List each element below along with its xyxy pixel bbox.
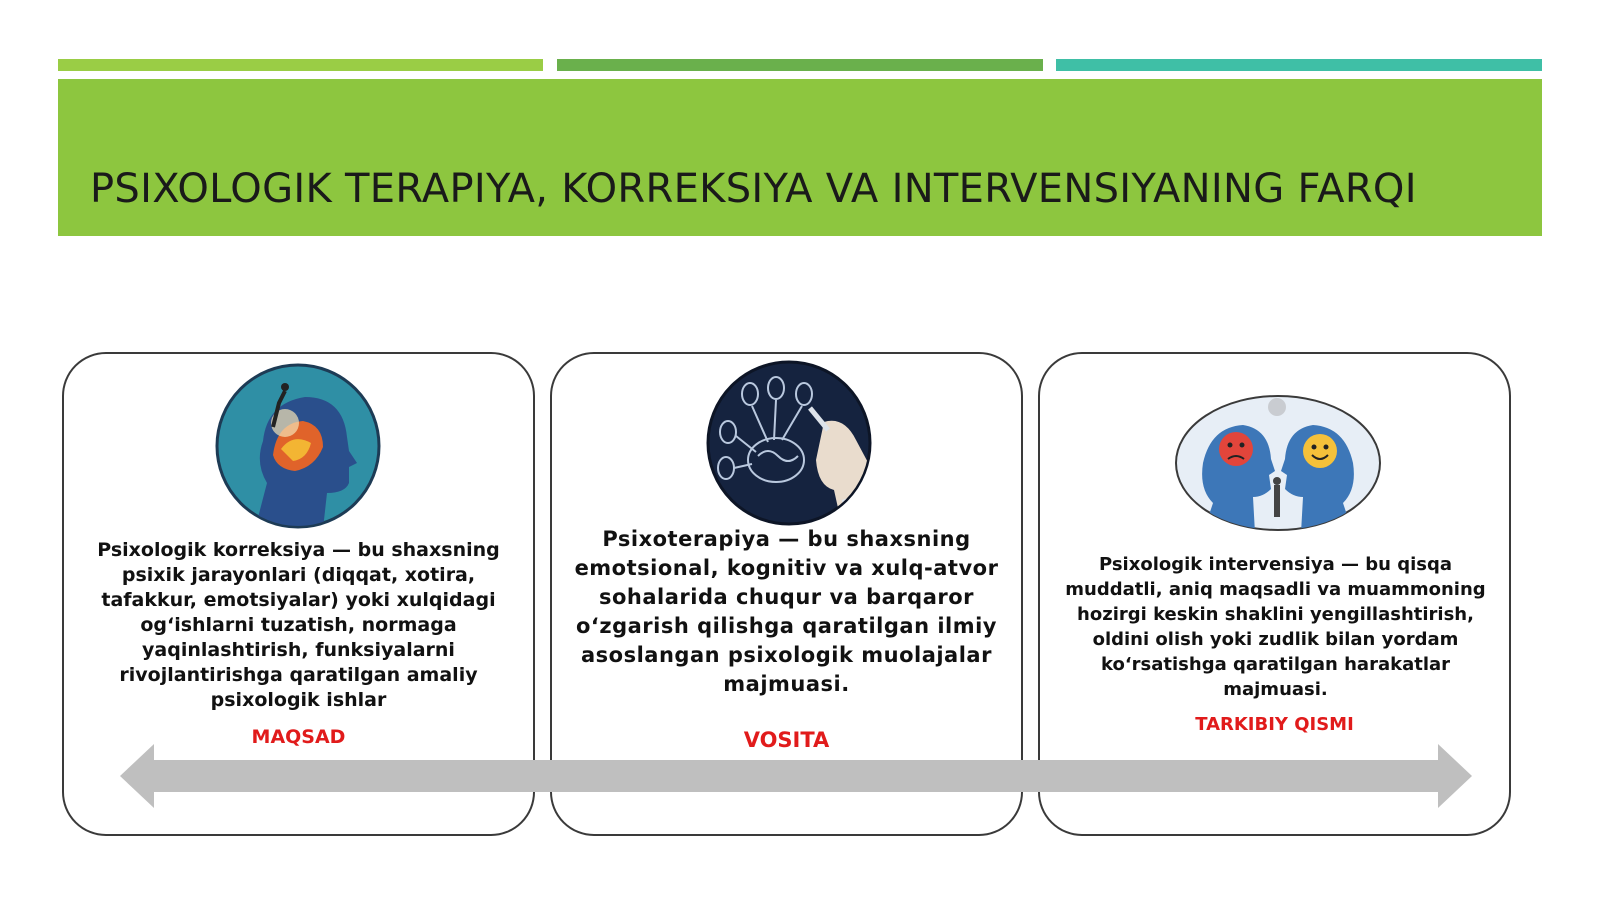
accent-bar-right xyxy=(1056,59,1542,71)
card-correction-text: Psixologik korreksiya — bu shaxsning psixik jarayonlari (diqqat, xotira, tafakkur, emotsiyalar) yoki xulqidagi og‘ishlarni tuzatish, normaga yaqinlashtirish, funksiyalarni rivojlantirishga qaratilgan amaliy psixologik ishlar xyxy=(97,539,500,711)
brain-mindmap-icon xyxy=(706,360,872,526)
double-arrow xyxy=(120,742,1472,810)
card-psychotherapy-label: VOSITA xyxy=(743,728,830,752)
card-intervention-text: Psixologik intervensiya — bu qisqa muddatli, aniq maqsadli va muammoning hozirgi keskin shaklini yengillashtirish, oldini olish yoki zudlik bilan yordam ko‘rsatishga qaratilgan harakatlar majmuasi. xyxy=(1065,554,1486,700)
title-banner xyxy=(58,79,1542,236)
head-brain-climber-icon xyxy=(215,363,381,529)
accent-bar-left xyxy=(58,59,543,71)
two-heads-emotions-icon xyxy=(1173,393,1383,533)
card-intervention-label: TARKIBIY QISMI xyxy=(1195,714,1354,735)
card-correction-label: MAQSAD xyxy=(251,726,346,748)
slide-title: PSIXOLOGIK TERAPIYA, KORREKSIYA VA INTERVENSIYANING FARQI xyxy=(90,166,1417,212)
accent-bar-middle xyxy=(557,59,1043,71)
card-psychotherapy-text: Psixoterapiya — bu shaxsning emotsional, kognitiv va xulq-atvor sohalarida chuqur va barqaror o‘zgarish qilishga qaratilgan ilmiy asoslangan psixologik muolajalar majmuasi. xyxy=(574,527,999,696)
